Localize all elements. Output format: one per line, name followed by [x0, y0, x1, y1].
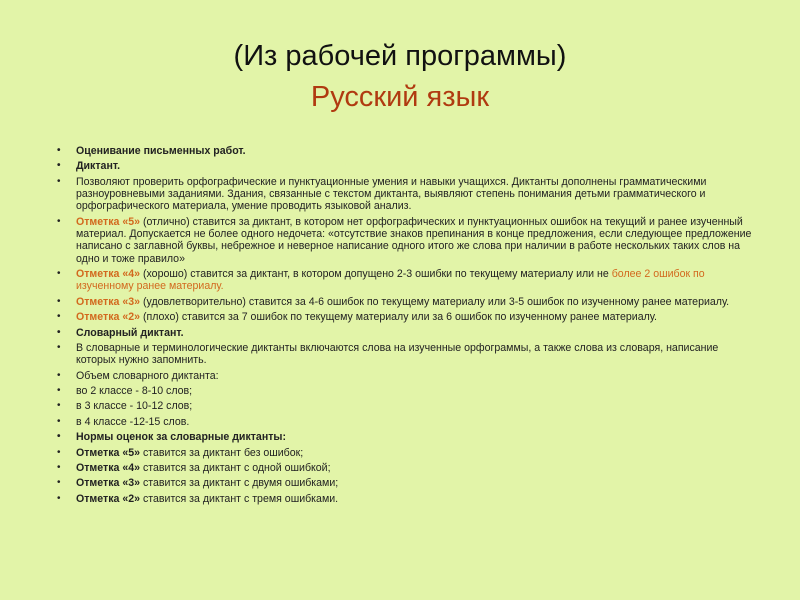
item-text: ставится за диктант с тремя ошибками.	[140, 492, 339, 505]
list-item	[57, 477, 757, 489]
list-item	[57, 296, 757, 308]
list-item	[57, 370, 757, 382]
item-text: (отлично) ставится за диктант, в котором нет орфографических и пунктуационных ошибок на текущий и ранее изученный материал. Допускается не более одного недочета: «отсутствие знаков препинания в конце предложения, если следующее предложение написано с заглавной буквы, небрежное и неверное написание одного итого же слова при наличии в работе нескольких таких слов на одно и тоже правило»	[76, 215, 752, 265]
item-text: во 2 классе - 8-10 слов;	[76, 384, 193, 397]
grade-label: Отметка «3»	[76, 295, 141, 308]
item-text: ставится за диктант без ошибок;	[140, 446, 304, 459]
item-text: в 4 классе -12-15 слов.	[76, 415, 190, 428]
item-text: Диктант.	[76, 160, 121, 173]
item-text: в 3 классе - 10-12 слов;	[76, 400, 193, 413]
list-item	[57, 447, 757, 459]
list-item	[57, 342, 757, 367]
list-item	[57, 385, 757, 397]
item-text: (плохо) ставится за 7 ошибок по текущему материалу или за 6 ошибок по изученному ранее материалу.	[140, 311, 657, 324]
list-item	[57, 327, 757, 339]
slide-title: (Из рабочей программы)	[233, 40, 567, 72]
grade-label: Отметка «3»	[76, 477, 141, 490]
bullet-list	[57, 145, 757, 508]
list-item	[57, 431, 757, 443]
item-text: (хорошо) ставится за диктант, в котором допущено 2-3 ошибки по текущему материалу или не	[140, 268, 612, 281]
item-text: Оценивание письменных работ.	[76, 145, 246, 157]
list-item	[57, 216, 757, 265]
list-item	[57, 160, 757, 172]
highlight-text: более 2 ошибок по изученному ранее материалу.	[76, 268, 705, 293]
list-item	[57, 176, 757, 213]
list-item	[57, 311, 757, 323]
item-text: ставится за диктант с двумя ошибками;	[140, 477, 339, 490]
item-text: В словарные и терминологические диктанты включаются слова на изученные орфограммы, а также слова из словаря, написание которых нужно запомнить.	[76, 341, 719, 367]
slide-subtitle: Русский язык	[310, 81, 490, 113]
grade-label: Отметка «5»	[76, 446, 141, 459]
list-item	[57, 268, 757, 293]
grade-label: Отметка «4»	[76, 268, 141, 281]
item-text: Словарный диктант.	[76, 326, 184, 339]
list-item	[57, 416, 757, 428]
item-text: Позволяют проверить орфографические и пунктуационные умения и навыки учащихся. Диктанты дополнены грамматическими разноуровневыми заданиями. Здания, связанные с текстом диктанта, выявляют степень понимания детьми грамматического и орфографического материала, умение проводить языковой анализ.	[76, 175, 707, 213]
list-item	[57, 493, 757, 505]
item-text: Объем словарного диктанта:	[76, 369, 219, 382]
item-text: ставится за диктант с одной ошибкой;	[140, 461, 331, 474]
item-text: Нормы оценок за словарные диктанты:	[76, 431, 286, 444]
grade-label: Отметка «2»	[76, 492, 141, 505]
list-item	[57, 462, 757, 474]
grade-label: Отметка «5»	[76, 215, 141, 228]
grade-label: Отметка «4»	[76, 461, 141, 474]
grade-label: Отметка «2»	[76, 311, 141, 324]
list-item	[57, 400, 757, 412]
item-text: (удовлетворительно) ставится за 4-6 ошибок по текущему материалу или 3-5 ошибок по изученному ранее материалу.	[140, 295, 730, 308]
list-item	[57, 145, 757, 157]
